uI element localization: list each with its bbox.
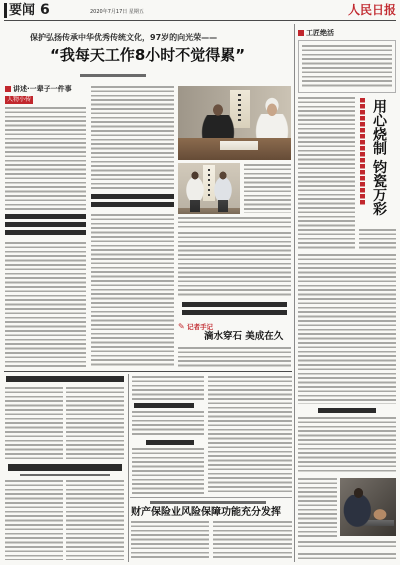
- story-body-text: [132, 448, 204, 494]
- lead-story-quote-heading: [182, 302, 287, 315]
- reporter-note-title: 滴水穿石 美成在久: [204, 331, 284, 342]
- lead-story-subheading: [91, 194, 174, 207]
- craft-story-subheading: [318, 408, 376, 413]
- column-divider: [294, 24, 295, 562]
- brief-body-text: [66, 387, 124, 459]
- story-body-text: [132, 411, 204, 436]
- lead-story-kicker: 保护弘扬传承中华优秀传统文化，97岁的向光荣——: [30, 33, 218, 42]
- pen-icon: [178, 323, 185, 331]
- lead-story-body-text: [178, 232, 291, 298]
- brief-headline: [6, 376, 124, 382]
- brief-body-text: [5, 387, 63, 459]
- insurance-story-body-text: [131, 521, 209, 560]
- brief-body-text: [5, 480, 63, 560]
- lead-story-body-text: [5, 242, 86, 367]
- newspaper-logo: 人民日报: [348, 3, 397, 17]
- craft-story-body-text: [298, 254, 396, 404]
- profile-body-text: [5, 107, 86, 210]
- lead-story-headline: “我每天工作8小时不觉得累”: [50, 46, 246, 64]
- lead-story-body-text: [91, 86, 174, 190]
- column-marker-icon: [298, 30, 304, 36]
- page-number: 6: [40, 2, 50, 18]
- story-subheading: [134, 403, 194, 408]
- craft-story-body-text: [298, 417, 396, 473]
- header-rule: [4, 20, 396, 21]
- lead-column-label: 讲述·一辈子一件事: [13, 85, 72, 93]
- craft-column-label: 工匠绝活: [306, 29, 334, 37]
- brief-headline: [8, 464, 122, 471]
- craft-story-body-text: [298, 97, 355, 250]
- craft-story-body-text: [298, 478, 337, 538]
- column-marker-icon: [5, 86, 11, 92]
- issue-date: 2020年7月17日 星期五: [90, 9, 144, 15]
- photo-two-men-with-scroll: [178, 163, 240, 214]
- photo-caption: [178, 217, 291, 228]
- section-divider: [130, 497, 292, 498]
- column-divider: [128, 374, 129, 562]
- reporter-note-body-text: [178, 347, 291, 368]
- craft-story-subtitle: [360, 98, 365, 206]
- page-editor-credits: [298, 553, 396, 560]
- story-body-text: [132, 376, 204, 400]
- photo-potter-at-wheel: [340, 478, 396, 536]
- photo-caption: [298, 541, 396, 549]
- photo-caption: [244, 164, 291, 213]
- craft-story-body-text: [359, 229, 396, 250]
- story-body-text: [208, 376, 292, 494]
- insurance-story-kicker: [150, 501, 266, 504]
- insurance-story-body-text: [213, 521, 292, 560]
- lead-story-body-text: [91, 214, 174, 367]
- reporter-note-label: 记者手记: [187, 323, 213, 331]
- brief-subheadline: [20, 474, 110, 476]
- section-name: 要闻: [4, 3, 35, 18]
- story-subheading: [146, 440, 194, 445]
- lead-story-byline: [80, 74, 146, 77]
- lead-story-subheading: [5, 214, 86, 235]
- craft-intro-box: [298, 40, 396, 93]
- profile-label: 人物小传: [7, 96, 32, 103]
- photo-calligrapher-at-work: [178, 86, 291, 160]
- insurance-story-headline: 财产保险业风险保障功能充分发挥: [131, 507, 281, 518]
- craft-intro-text: [302, 45, 392, 89]
- craft-story-headline: 用心烧制 钧瓷万彩: [371, 99, 387, 216]
- section-divider: [4, 371, 292, 372]
- brief-body-text: [66, 480, 124, 560]
